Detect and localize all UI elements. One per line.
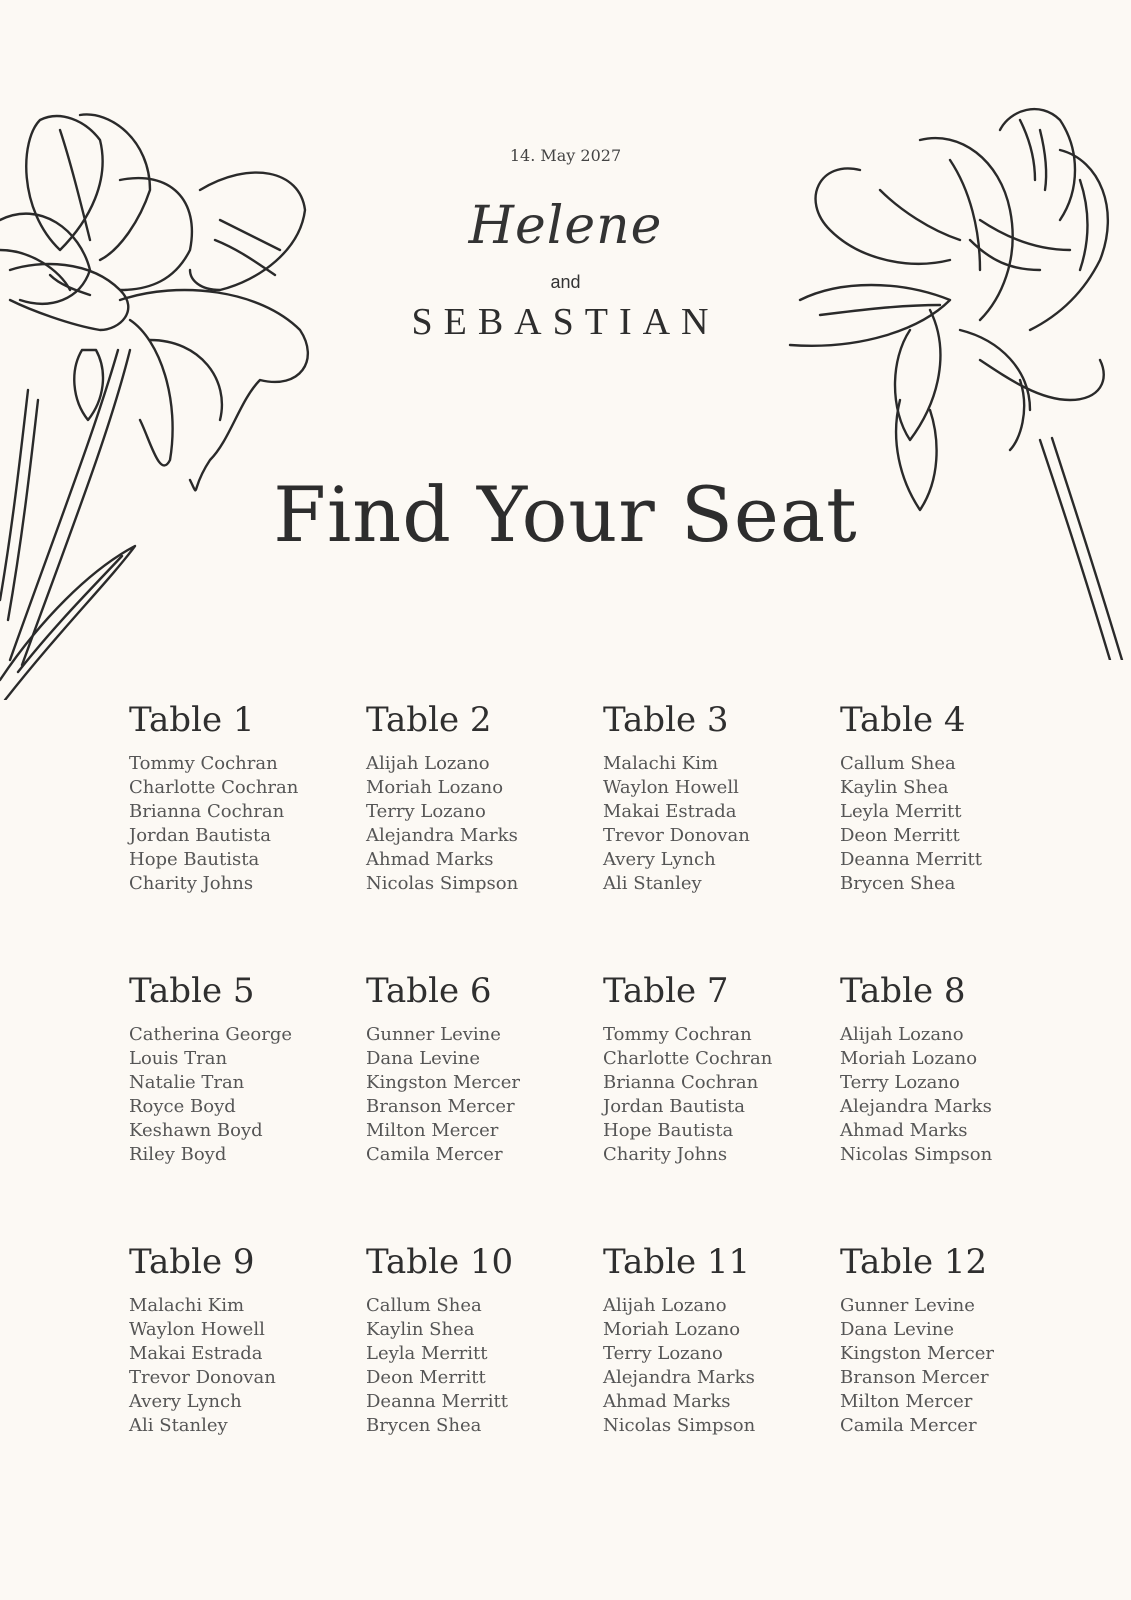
table-title: Table 2 xyxy=(366,700,492,740)
guest-name: Waylon Howell xyxy=(603,777,739,798)
table-block xyxy=(129,971,366,1242)
guest-name: Ahmad Marks xyxy=(366,849,494,870)
guest-name: Nicolas Simpson xyxy=(840,1144,993,1165)
guest-name: Trevor Donovan xyxy=(603,825,750,846)
guest-name: Keshawn Boyd xyxy=(129,1120,263,1141)
guest-name: Louis Tran xyxy=(129,1048,228,1069)
lily-flower-illustration xyxy=(780,100,1131,660)
guest-name: Deanna Merritt xyxy=(366,1391,508,1412)
table-title: Table 5 xyxy=(129,971,255,1011)
table-title: Table 11 xyxy=(603,1242,751,1282)
guest-name: Malachi Kim xyxy=(603,753,719,774)
guest-name: Jordan Bautista xyxy=(129,825,271,846)
guest-name: Makai Estrada xyxy=(129,1343,263,1364)
table-title: Table 10 xyxy=(366,1242,514,1282)
table-title: Table 9 xyxy=(129,1242,255,1282)
guest-name: Charity Johns xyxy=(129,873,254,894)
guest-name: Brycen Shea xyxy=(366,1415,482,1436)
guest-name: Terry Lozano xyxy=(366,801,486,822)
table-block xyxy=(840,700,1077,971)
guest-name: Branson Mercer xyxy=(366,1096,515,1117)
table-title: Table 4 xyxy=(840,700,966,740)
guest-name: Alijah Lozano xyxy=(603,1295,727,1316)
table-block xyxy=(366,971,603,1242)
guest-name: Camila Mercer xyxy=(366,1144,503,1165)
guest-name: Brianna Cochran xyxy=(603,1072,759,1093)
table-title: Table 12 xyxy=(840,1242,988,1282)
guest-name: Dana Levine xyxy=(366,1048,480,1069)
guest-name: Moriah Lozano xyxy=(603,1319,741,1340)
table-block xyxy=(603,700,840,971)
guest-name: Terry Lozano xyxy=(840,1072,960,1093)
guest-name: Alijah Lozano xyxy=(840,1024,964,1045)
guest-name: Kaylin Shea xyxy=(366,1319,475,1340)
name-connector: and xyxy=(550,272,581,292)
table-title: Table 1 xyxy=(129,700,255,740)
guest-name: Kingston Mercer xyxy=(366,1072,520,1093)
guest-name: Deon Merritt xyxy=(366,1367,486,1388)
guest-name: Avery Lynch xyxy=(603,849,716,870)
guest-name: Deon Merritt xyxy=(840,825,960,846)
guest-name: Charity Johns xyxy=(603,1144,728,1165)
iris-flower-illustration xyxy=(0,100,330,700)
table-title: Table 3 xyxy=(603,700,729,740)
guest-name: Milton Mercer xyxy=(840,1391,973,1412)
table-block xyxy=(129,1242,366,1513)
guest-name: Charlotte Cochran xyxy=(603,1048,773,1069)
table-block xyxy=(366,700,603,971)
guest-name: Ahmad Marks xyxy=(840,1120,968,1141)
table-block xyxy=(366,1242,603,1513)
table-block xyxy=(129,700,366,971)
guest-name: Tommy Cochran xyxy=(129,753,278,774)
guest-name: Nicolas Simpson xyxy=(603,1415,756,1436)
guest-name: Moriah Lozano xyxy=(840,1048,978,1069)
guest-name: Deanna Merritt xyxy=(840,849,982,870)
guest-name: Riley Boyd xyxy=(129,1144,227,1165)
guest-name: Moriah Lozano xyxy=(366,777,504,798)
guest-name: Callum Shea xyxy=(366,1295,482,1316)
guest-name: Ali Stanley xyxy=(603,873,702,894)
guest-name: Makai Estrada xyxy=(603,801,737,822)
guest-name: Brianna Cochran xyxy=(129,801,285,822)
bride-name: Helene xyxy=(468,196,663,256)
guest-name: Hope Bautista xyxy=(603,1120,734,1141)
guest-name: Alejandra Marks xyxy=(840,1096,992,1117)
guest-name: Alijah Lozano xyxy=(366,753,490,774)
table-block xyxy=(840,971,1077,1242)
seating-grid xyxy=(129,700,1089,1513)
guest-name: Milton Mercer xyxy=(366,1120,499,1141)
guest-name: Tommy Cochran xyxy=(603,1024,752,1045)
guest-name: Avery Lynch xyxy=(129,1391,242,1412)
guest-name: Ali Stanley xyxy=(129,1415,228,1436)
guest-name: Charlotte Cochran xyxy=(129,777,299,798)
page-title: Find Your Seat xyxy=(273,470,858,559)
guest-name: Ahmad Marks xyxy=(603,1391,731,1412)
guest-name: Callum Shea xyxy=(840,753,956,774)
guest-name: Hope Bautista xyxy=(129,849,260,870)
groom-name: SEBASTIAN xyxy=(411,301,720,343)
guest-name: Waylon Howell xyxy=(129,1319,265,1340)
guest-name: Alejandra Marks xyxy=(366,825,518,846)
guest-name: Branson Mercer xyxy=(840,1367,989,1388)
guest-name: Leyla Merritt xyxy=(840,801,962,822)
table-title: Table 6 xyxy=(366,971,492,1011)
table-block xyxy=(603,1242,840,1513)
guest-name: Camila Mercer xyxy=(840,1415,977,1436)
guest-name: Leyla Merritt xyxy=(366,1343,488,1364)
guest-name: Dana Levine xyxy=(840,1319,954,1340)
guest-name: Malachi Kim xyxy=(129,1295,245,1316)
guest-name: Kingston Mercer xyxy=(840,1343,994,1364)
table-block xyxy=(603,971,840,1242)
table-title: Table 7 xyxy=(603,971,729,1011)
guest-name: Natalie Tran xyxy=(129,1072,245,1093)
table-title: Table 8 xyxy=(840,971,966,1011)
guest-name: Trevor Donovan xyxy=(129,1367,276,1388)
guest-name: Catherina George xyxy=(129,1024,293,1045)
wedding-date: 14. May 2027 xyxy=(509,146,622,165)
guest-name: Gunner Levine xyxy=(366,1024,501,1045)
guest-name: Nicolas Simpson xyxy=(366,873,519,894)
guest-name: Terry Lozano xyxy=(603,1343,723,1364)
guest-name: Alejandra Marks xyxy=(603,1367,755,1388)
guest-name: Kaylin Shea xyxy=(840,777,949,798)
table-block xyxy=(840,1242,1077,1513)
guest-name: Brycen Shea xyxy=(840,873,956,894)
guest-name: Royce Boyd xyxy=(129,1096,236,1117)
guest-name: Gunner Levine xyxy=(840,1295,975,1316)
guest-name: Jordan Bautista xyxy=(603,1096,745,1117)
